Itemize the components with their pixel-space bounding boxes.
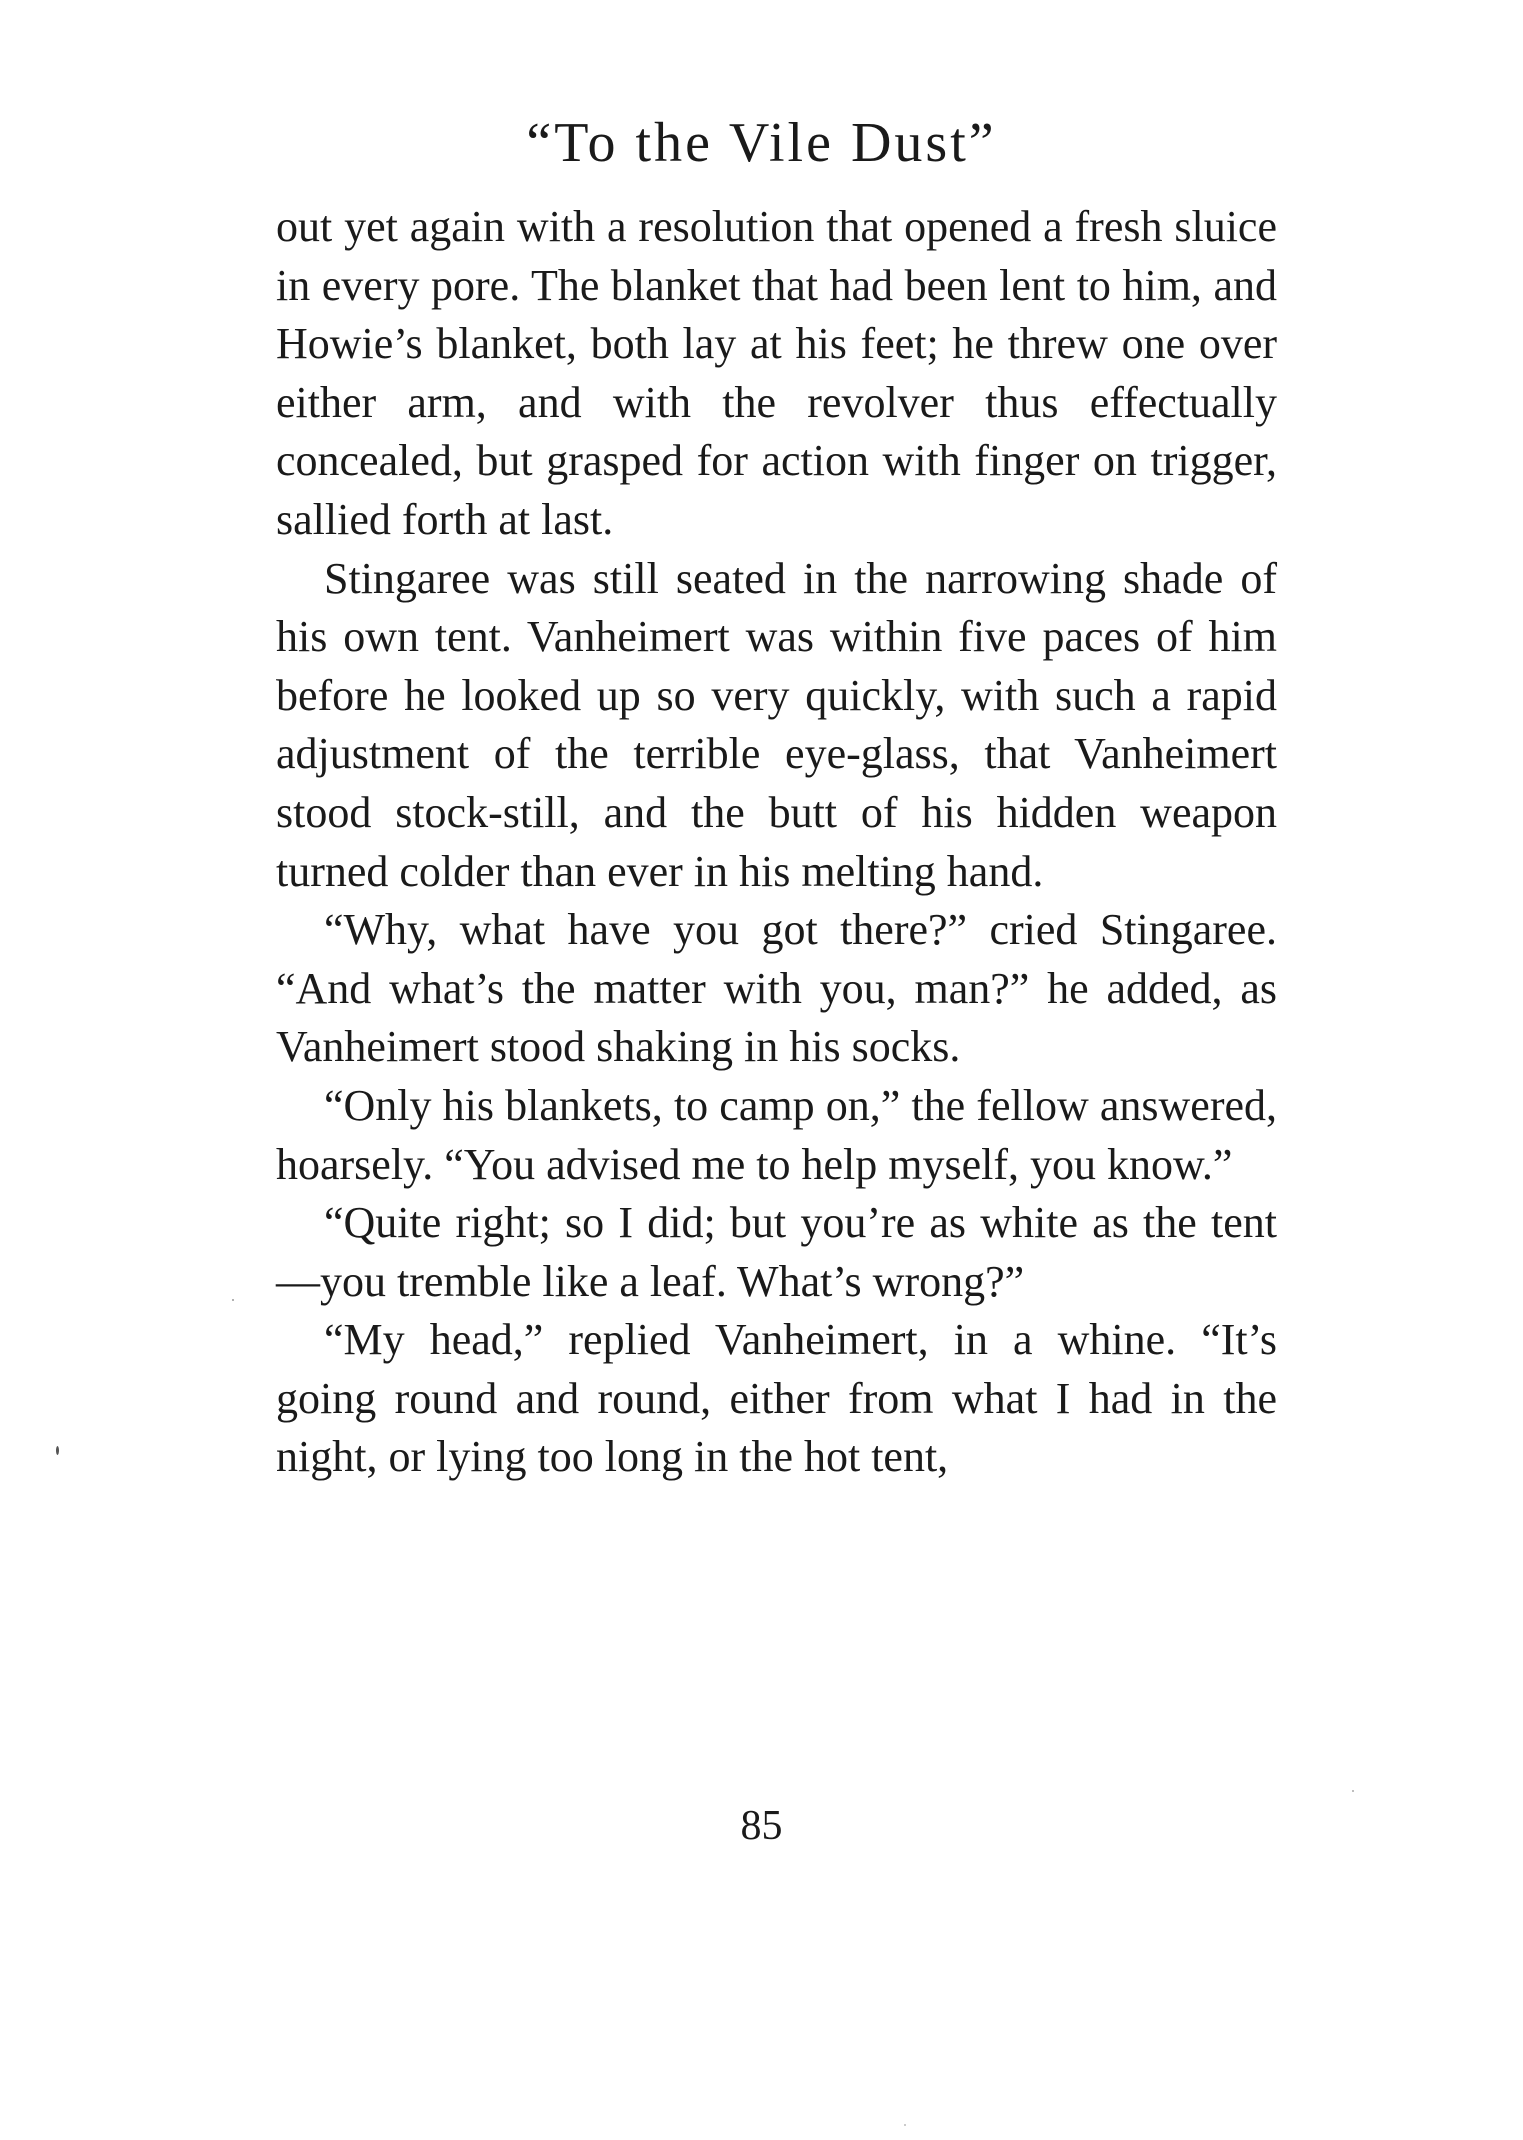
running-title: “To the Vile Dust” (526, 112, 997, 174)
paragraph: out yet again with a resolution that opened a fresh sluice in every pore. The blanket that had been lent to him, and Howie’s blanket, both lay at his feet; he threw one over either arm, and with the revolver thus effectually concealed, but grasped for action with finger on trigger, sallied forth at last. (276, 202, 1277, 544)
paragraph: “Quite right; so I did; but you’re as white as the tent—you tremble like a leaf. What’s wrong?” (276, 1198, 1277, 1306)
print-speck (904, 2124, 906, 2126)
print-speck (232, 1299, 234, 1301)
print-speck (1352, 1790, 1354, 1792)
paragraph: Stingaree was still seated in the narrowing shade of his own tent. Vanheimert was within five paces of him before he looked up so very quickly, with such a rapid adjustment of the terrible eye-glass, that Vanheimert stood stock-still, and the butt of his hidden weapon turned colder than ever in his melting hand. (276, 553, 1277, 896)
paragraph: “Why, what have you got there?” cried Stingaree. “And what’s the matter with you, man?” he added, as Vanheimert stood shaking in his socks. (276, 905, 1277, 1072)
body-text (276, 198, 1277, 1487)
print-speck (56, 1446, 59, 1455)
paragraph: “Only his blankets, to camp on,” the fellow answered, hoarsely. “You advised me to help myself, you know.” (276, 1080, 1277, 1189)
page-number: 85 (740, 1803, 783, 1849)
paragraph: “My head,” replied Vanheimert, in a whine. “It’s going round and round, either from what I had in the night, or lying too long in the hot tent, (276, 1315, 1277, 1482)
